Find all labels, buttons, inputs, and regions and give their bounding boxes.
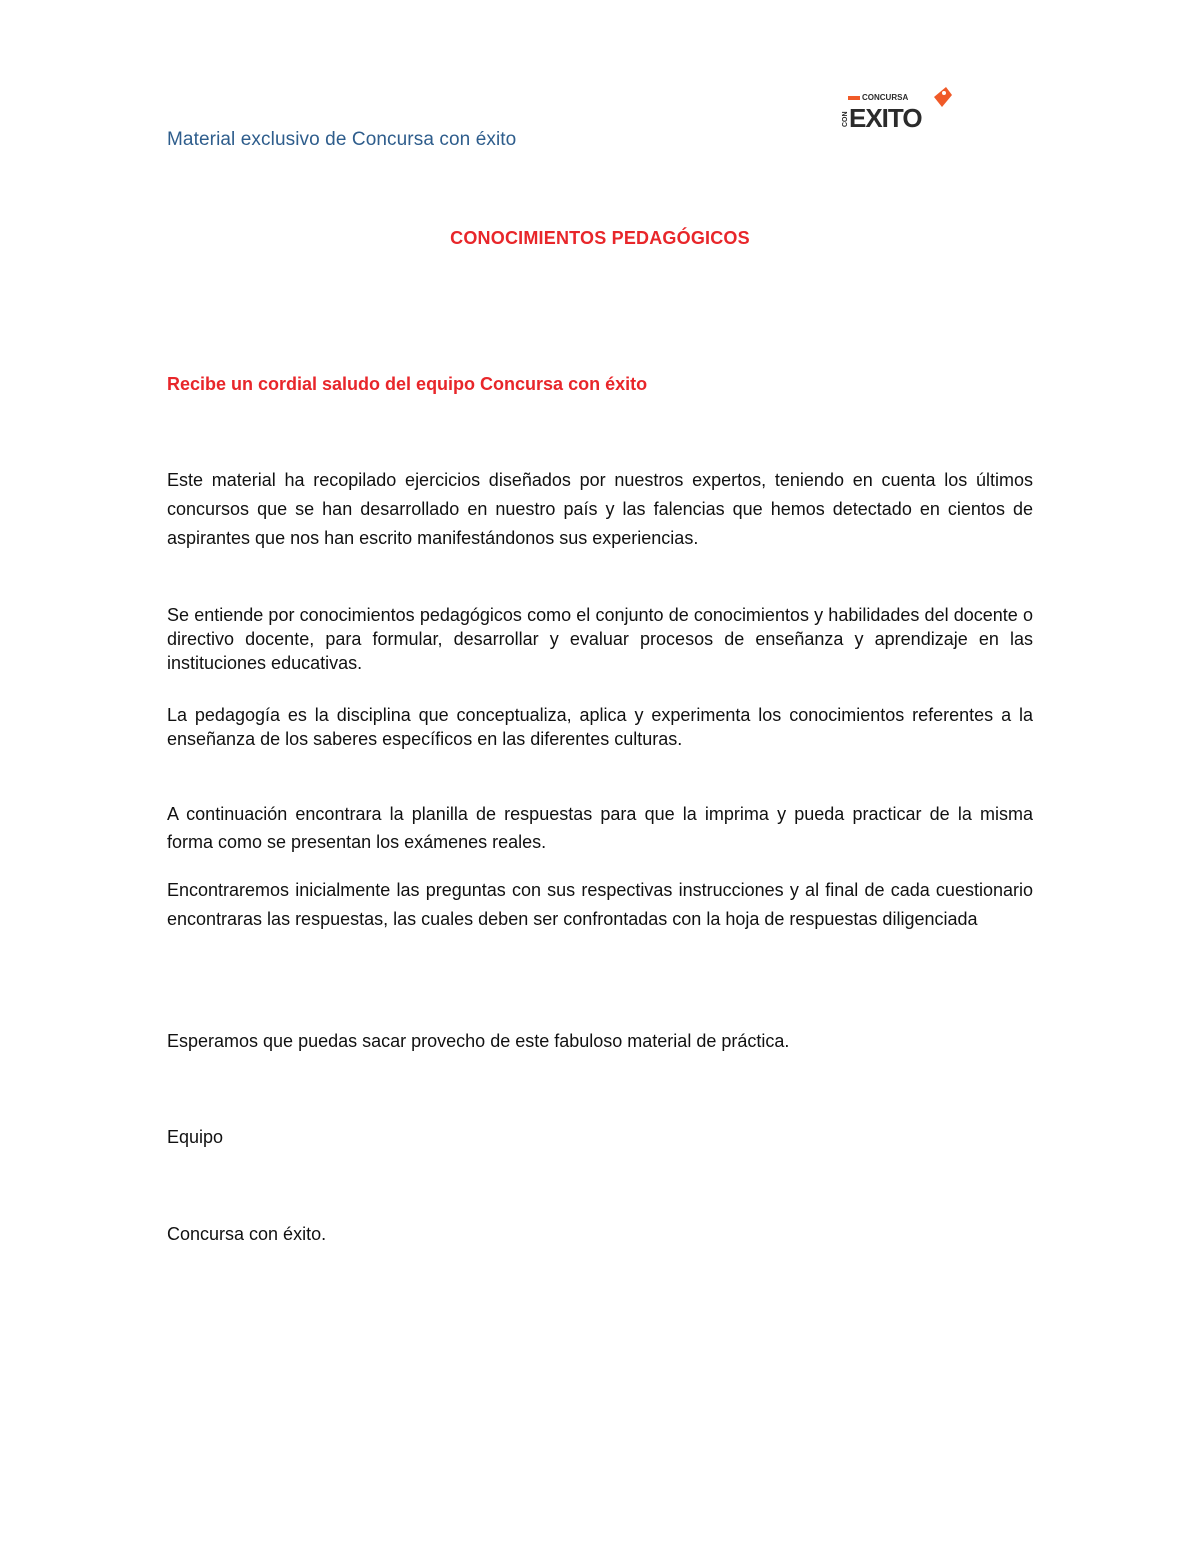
logo-graphic — [838, 85, 956, 131]
logo-tag-shape — [934, 87, 952, 107]
logo-orange-bar — [848, 96, 860, 100]
paragraph-instructions: Encontraremos inicialmente las preguntas con sus respectivas instrucciones y al final de cada cuestionario encontraras las respuestas, las cuales deben ser confrontadas con la hoja de respuestas diligenciada — [167, 880, 1033, 929]
logo-small-text: CONCURSA — [862, 93, 909, 102]
logo-tag-hole — [942, 91, 946, 95]
concursa-con-exito-logo — [838, 85, 956, 131]
paragraph-intro: Este material ha recopilado ejercicios diseñados por nuestros expertos, teniendo en cuenta los últimos concursos que se han desarrollado en nuestro país y las falencias que hemos detectado en cientos de aspirantes que nos han escrito manifestándonos sus experiencias. — [167, 470, 1033, 548]
team-line: Equipo — [167, 1127, 224, 1147]
logo-big-text: EXITO — [849, 103, 922, 131]
paragraph-answer-sheet: A continuación encontrara la planilla de respuestas para que la imprima y pueda practicar de la misma forma como se presentan los exámenes reales. — [167, 804, 1033, 852]
paragraph-definition: Se entiende por conocimientos pedagógicos como el conjunto de conocimientos y habilidades del docente o directivo docente, para formular, desarrollar y evaluar procesos de enseñanza y aprendizaje en las instituciones educativas. — [167, 605, 1033, 673]
header-text: Material exclusivo de Concursa con éxito — [167, 129, 517, 150]
logo-side-text: CON — [842, 111, 849, 127]
signature-line: Concursa con éxito. — [167, 1224, 327, 1244]
paragraph-pedagogy: La pedagogía es la disciplina que conceptualiza, aplica y experimenta los conocimientos referentes a la enseñanza de los saberes específicos en las diferentes culturas. — [167, 705, 1033, 749]
closing-line: Esperamos que puedas sacar provecho de este fabuloso material de práctica. — [167, 1031, 790, 1051]
greeting-heading: Recibe un cordial saludo del equipo Concursa con éxito — [167, 374, 648, 394]
document-title: CONOCIMIENTOS PEDAGÓGICOS — [450, 228, 750, 248]
